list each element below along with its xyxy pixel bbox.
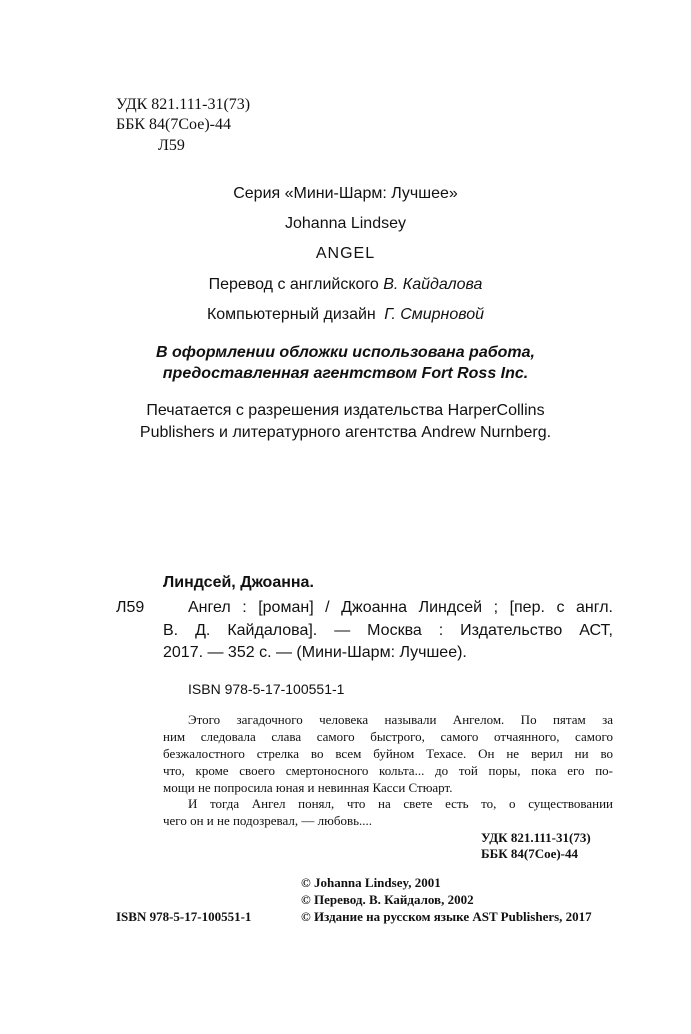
copyright-author: © Johanna Lindsey, 2001 [301,875,441,890]
catalog-line-2: В. Д. Кайдалова]. — Москва : Издательство АСТ, [163,622,613,639]
author-mark-top: Л59 [158,137,185,154]
permission-line-1: Печатается с разрешения издательства HarperCollins [146,402,545,419]
translator-name: В. Кайдалова [383,276,483,293]
udk-code-top: УДК 821.111-31(73) [116,96,251,113]
translation-credit [0,275,691,295]
copyright-isbn: ISBN 978-5-17-100551-1 [116,909,252,924]
cover-note-line-1: В оформлении обложки использована работа, [156,344,535,361]
annotation-line-7: чего он и не подозревал, — любовь.... [163,813,373,828]
designer-name: Г. Смирновой [384,306,485,323]
title-original: ANGEL [315,245,376,262]
cover-note-line-2: предоставленная агентством Fort Ross Inc. [162,365,529,382]
copyright-translation: © Перевод. В. Кайдалов, 2002 [301,892,474,907]
design-label: Компьютерный дизайн [206,306,376,323]
catalog-author-mark: Л59 [116,599,145,616]
bbk-code-top: ББК 84(7Сое)-44 [116,116,231,133]
author-original: Johanna Lindsey [285,215,406,232]
permission-line-2: Publishers и литературного агентства Andrew Nurnberg. [139,424,552,441]
annotation-line-6: И тогда Ангел понял, что на свете есть то, о существовании [188,796,613,811]
udk-code-bottom: УДК 821.111-31(73) [481,830,591,845]
catalog-line-1: Ангел : [роман] / Джоанна Линдсей ; [пер. с англ. [188,599,613,616]
catalog-line-3: 2017. — 352 с. — (Мини-Шарм: Лучшее). [163,644,467,661]
bbk-code-bottom: ББК 84(7Сое)-44 [481,846,579,861]
catalog-isbn: ISBN 978-5-17-100551-1 [188,681,345,697]
catalog-author-heading: Линдсей, Джоанна. [163,574,314,591]
annotation-line-5: мощи не попросила юная и невинная Касси Стюарт. [163,780,453,795]
annotation-line-1: Этого загадочного человека называли Ангелом. По пятам за [188,712,613,727]
series-line: Серия «Мини-Шарм: Лучшее» [233,185,458,202]
copyright-edition: © Издание на русском языке AST Publishers, 2017 [301,909,592,924]
annotation-line-4: что, кроме своего смертоносного кольта... до той поры, пока его по- [163,763,613,778]
annotation-line-2: ним следовала слава самого быстрого, самого отчаянного, самого [163,729,613,744]
annotation-line-3: безжалостного стрелка во всем буйном Техасе. Он не верил ни во [163,746,613,761]
design-credit [0,305,691,325]
translation-label: Перевод с английского [208,276,379,293]
